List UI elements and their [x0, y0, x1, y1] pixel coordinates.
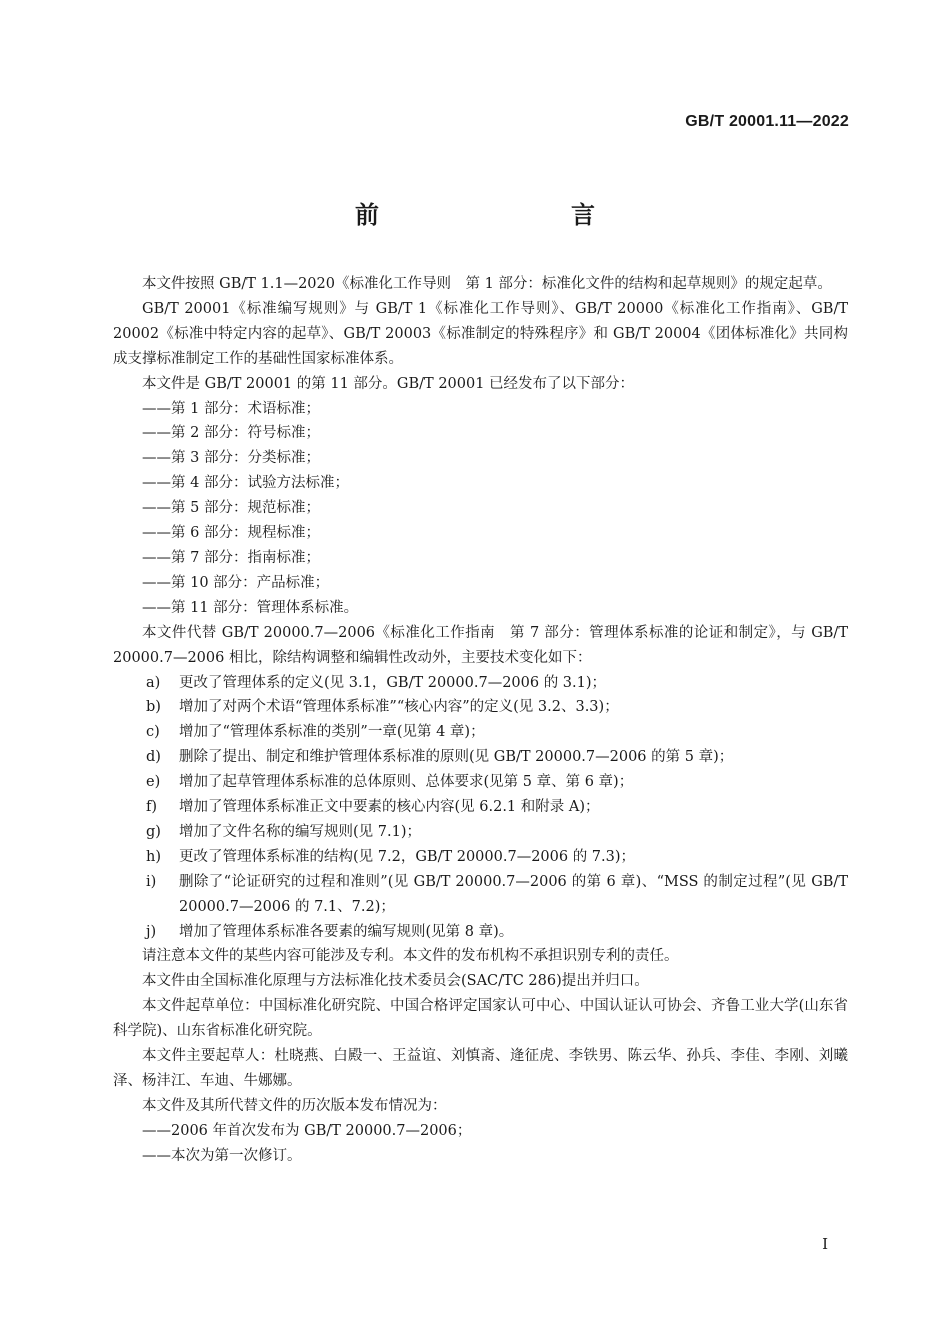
list-item: ——第 4 部分：试验方法标准；	[142, 475, 349, 492]
list-item: ——第 10 部分：产品标准；	[142, 574, 330, 591]
list-item-text: 增加了管理体系标准正文中要素的核心内容(见 6.2.1 和附录 A)；	[179, 799, 600, 816]
list-item-text: 更改了管理体系的定义(见 3.1，GB/T 20000.7—2006 的 3.1)；	[179, 674, 607, 691]
paragraph: 本文件主要起草人：杜晓燕、白殿一、王益谊、刘慎斋、逄征虎、李铁男、陈云华、孙兵、李佳、李刚、刘曦泽、杨沣江、车迪、牛娜娜。	[113, 1048, 848, 1089]
standard-code: GB/T 20001.11—2022	[685, 113, 849, 130]
list-item: ——第 3 部分：分类标准；	[142, 450, 320, 467]
list-item-text: 更改了管理体系标准的结构(见 7.2，GB/T 20000.7—2006 的 7.3)；	[179, 848, 636, 865]
list-marker: e)	[146, 774, 161, 791]
paragraph: 本文件及其所代替文件的历次版本发布情况为：	[142, 1097, 447, 1114]
list-item	[113, 795, 848, 820]
list-marker: c)	[146, 724, 160, 741]
list-item	[113, 820, 848, 845]
list-item-text: 增加了管理体系标准各要素的编写规则(见第 8 章)。	[179, 923, 514, 940]
history-list	[113, 1119, 848, 1169]
list-item	[113, 770, 848, 795]
patent-notice: 请注意本文件的某些内容可能涉及专利。本文件的发布机构不承担识别专利的责任。	[142, 948, 679, 965]
list-item	[113, 870, 848, 920]
list-item: ——第 5 部分：规范标准；	[142, 500, 320, 517]
list-item: ——第 7 部分：指南标准；	[142, 549, 320, 566]
list-item: ——第 1 部分：术语标准；	[142, 400, 320, 417]
list-item	[113, 695, 848, 720]
foreword-body	[113, 272, 848, 1169]
list-marker: j)	[146, 923, 157, 940]
list-item: ——2006 年首次发布为 GB/T 20000.7—2006；	[142, 1122, 472, 1139]
list-item-text: 删除了“论证研究的过程和准则”(见 GB/T 20000.7—2006 的第 6 章)、“MSS 的制定过程”(见 GB/T 20000.7—2006 的 7.1、7.2)；	[179, 873, 848, 915]
list-item: ——第 6 部分：规程标准；	[142, 525, 320, 542]
list-item	[113, 720, 848, 745]
paragraph: 本文件起草单位：中国标准化研究院、中国合格评定国家认可中心、中国认证认可协会、齐鲁工业大学(山东省科学院)、山东省标准化研究院。	[113, 998, 848, 1040]
list-marker: h)	[146, 848, 161, 865]
parts-list	[113, 397, 848, 621]
list-marker: g)	[146, 823, 161, 840]
list-item-text: 增加了“管理体系标准的类别”一章(见第 4 章)；	[179, 724, 485, 741]
list-item	[113, 845, 848, 870]
paragraph: 本文件由全国标准化原理与方法标准化技术委员会(SAC/TC 286)提出并归口。	[142, 973, 649, 990]
paragraph: 本文件按照 GB/T 1.1—2020《标准化工作导则 第 1 部分：标准化文件的结构和起草规则》的规定起草。	[142, 276, 832, 292]
list-marker: i)	[146, 873, 157, 890]
paragraph: 本文件代替 GB/T 20000.7—2006《标准化工作指南 第 7 部分：管理体系标准的论证和制定》，与 GB/T 20000.7—2006 相比，除结构调整和编辑性改动外，主要技术变化如下：	[113, 624, 848, 666]
list-item: ——本次为第一次修订。	[142, 1147, 302, 1164]
list-item-text: 删除了提出、制定和维护管理体系标准的原则(见 GB/T 20000.7—2006 的第 5 章)；	[179, 749, 734, 766]
paragraph: GB/T 20001《标准编写规则》与 GB/T 1《标准化工作导则》、GB/T 20000《标准化工作指南》、GB/T 20002《标准中特定内容的起草》、GB/T 20003《标准制定的特殊程序》和 GB/T 20004《团体标准化》共同构成支撑标准制定工作的基础性国家标准体系。	[113, 300, 848, 367]
list-item-text: 增加了文件名称的编写规则(见 7.1)；	[179, 823, 421, 840]
list-item: ——第 2 部分：符号标准；	[142, 425, 320, 442]
list-marker: f)	[146, 799, 158, 816]
list-item	[113, 745, 848, 770]
list-item: ——第 11 部分：管理体系标准。	[142, 599, 359, 616]
list-item	[113, 920, 848, 945]
page-title: 前 言	[355, 201, 643, 229]
paragraph: 本文件是 GB/T 20001 的第 11 部分。GB/T 20001 已经发布了以下部分：	[142, 375, 635, 392]
list-item	[113, 671, 848, 696]
list-marker: a)	[146, 674, 161, 691]
list-item-text: 增加了对两个术语“管理体系标准”“核心内容”的定义(见 3.2、3.3)；	[179, 699, 619, 716]
changes-list	[113, 671, 848, 945]
list-marker: b)	[146, 699, 161, 716]
list-item-text: 增加了起草管理体系标准的总体原则、总体要求(见第 5 章、第 6 章)；	[179, 774, 634, 791]
page-number: I	[822, 1235, 828, 1253]
list-marker: d)	[146, 749, 161, 766]
